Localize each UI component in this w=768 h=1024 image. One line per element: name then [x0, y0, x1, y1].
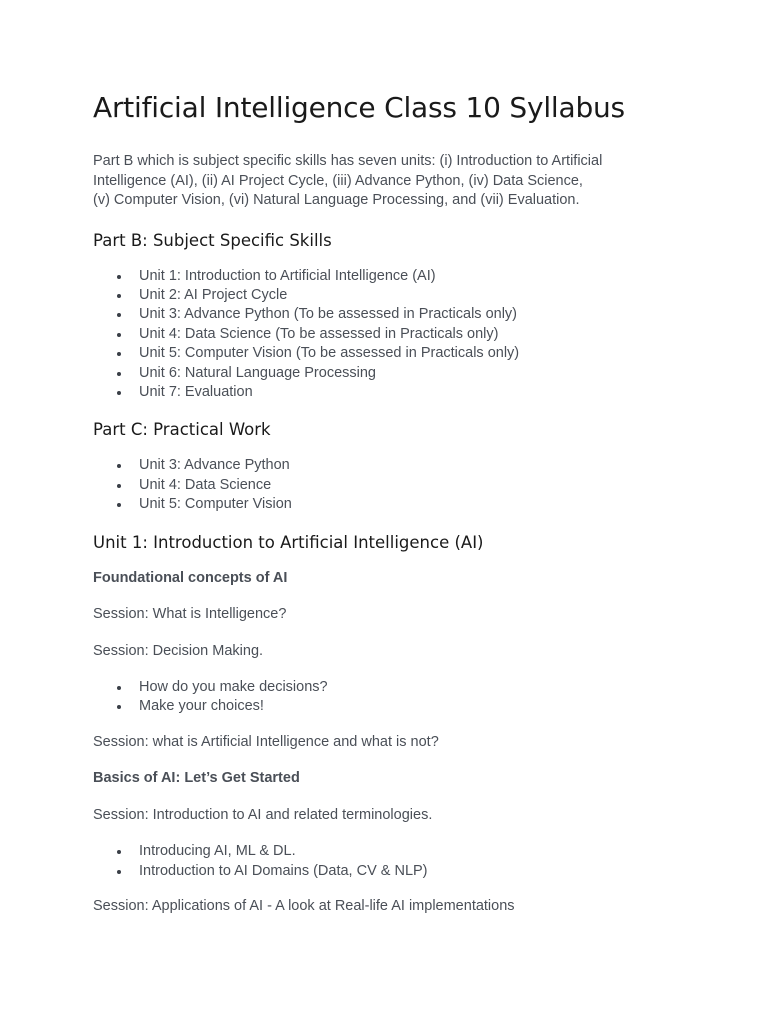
- decision-list: [93, 678, 653, 717]
- session-text: Session: what is Artificial Intelligence and what is not?: [93, 733, 439, 750]
- list-item: Unit 4: Data Science: [139, 476, 653, 495]
- list-item: Introducing AI, ML & DL.: [139, 842, 653, 861]
- list-item: Unit 3: Advance Python: [139, 456, 653, 475]
- intro-line: (v) Computer Vision, (vi) Natural Language Processing, and (vii) Evaluation.: [93, 192, 580, 208]
- list-item: Introduction to AI Domains (Data, CV & NLP): [139, 862, 653, 881]
- list-item: How do you make decisions?: [139, 678, 653, 697]
- subheading-foundational: Foundational concepts of AI: [93, 569, 288, 586]
- session-text: Session: Introduction to AI and related terminologies.: [93, 806, 433, 823]
- page-title: Artificial Intelligence Class 10 Syllabus: [93, 91, 625, 124]
- session-text: Session: Decision Making.: [93, 642, 264, 659]
- intro-line: Intelligence (AI), (ii) AI Project Cycle, (iii) Advance Python, (iv) Data Science,: [93, 172, 583, 189]
- list-item: Unit 3: Advance Python (To be assessed in Practicals only): [139, 305, 653, 324]
- part-b-list: [93, 267, 653, 403]
- list-item: Make your choices!: [139, 697, 653, 716]
- list-item: Unit 7: Evaluation: [139, 383, 653, 402]
- list-item: Unit 6: Natural Language Processing: [139, 364, 653, 383]
- list-item: Unit 4: Data Science (To be assessed in Practicals only): [139, 325, 653, 344]
- unit1-heading: Unit 1: Introduction to Artificial Intelligence (AI): [93, 532, 484, 552]
- list-item: Unit 2: AI Project Cycle: [139, 286, 653, 305]
- session-text: Session: Applications of AI - A look at Real-life AI implementations: [93, 898, 515, 915]
- intro-line: Part B which is subject specific skills has seven units: (i) Introduction to Artificial: [93, 153, 603, 169]
- document-body: [93, 88, 653, 917]
- subheading-basics: Basics of AI: Let’s Get Started: [93, 770, 300, 787]
- part-c-heading: Part C: Practical Work: [93, 420, 271, 440]
- session-text: Session: What is Intelligence?: [93, 606, 287, 623]
- intro-paragraph: [93, 152, 653, 211]
- list-item: Unit 5: Computer Vision: [139, 495, 653, 514]
- list-item: Unit 1: Introduction to Artificial Intelligence (AI): [139, 267, 653, 286]
- part-b-heading: Part B: Subject Specific Skills: [93, 230, 332, 250]
- part-c-list: [93, 456, 653, 514]
- list-item: Unit 5: Computer Vision (To be assessed in Practicals only): [139, 344, 653, 363]
- terminology-list: [93, 842, 653, 881]
